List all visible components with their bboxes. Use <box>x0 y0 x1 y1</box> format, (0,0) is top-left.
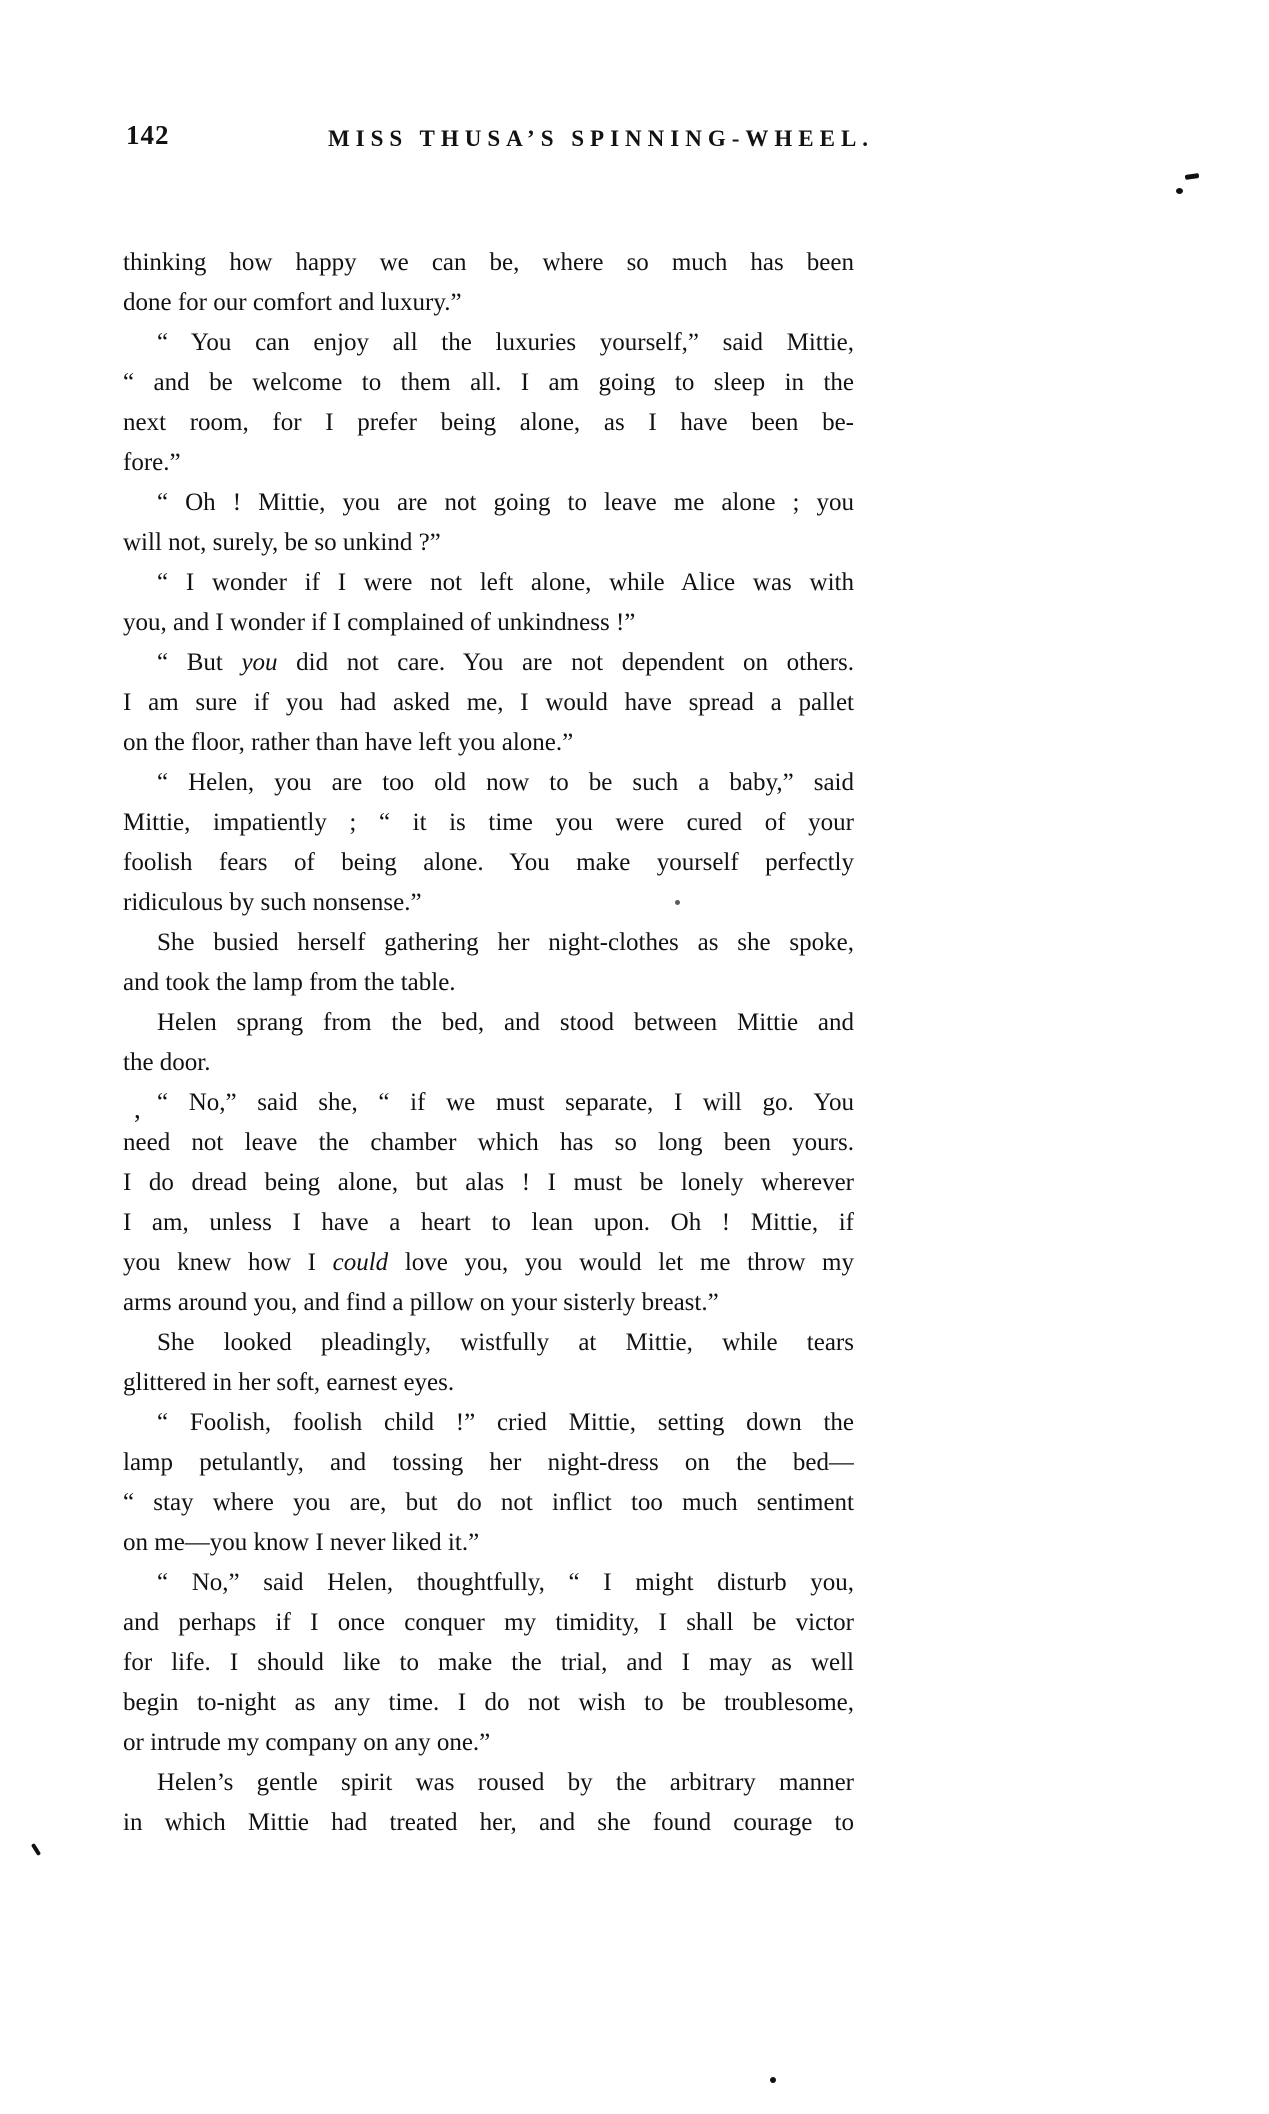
text-line <box>123 1483 854 1523</box>
text-segment: She busied herself gathering her night-clothes as she spoke, <box>157 929 854 956</box>
text-line <box>123 1003 854 1043</box>
running-header-title: MISS THUSA’S SPINNING-WHEEL. <box>327 126 875 151</box>
text-line <box>123 1323 854 1363</box>
text-line <box>123 1803 854 1843</box>
ink-dash-mark <box>1185 173 1200 180</box>
text-segment: “ No,” said she, “ if we must separate, I will go. You <box>157 1089 854 1116</box>
text-segment: done for our comfort and luxury.” <box>123 289 462 316</box>
text-line <box>123 923 854 963</box>
text-line <box>123 683 854 723</box>
text-line <box>123 1243 854 1283</box>
text-block <box>123 243 854 1843</box>
text-line <box>123 483 854 523</box>
text-line <box>123 283 854 323</box>
text-line <box>123 1363 854 1403</box>
text-line <box>123 1203 854 1243</box>
text-segment: fore.” <box>123 449 181 476</box>
text-segment: you knew how I <box>123 1249 333 1276</box>
text-segment: you, and I wonder if I complained of unkindness !” <box>123 609 636 636</box>
ink-dot-mark <box>1176 188 1183 194</box>
text-segment: on me—you know I never liked it.” <box>123 1529 480 1556</box>
text-line <box>123 403 854 443</box>
text-segment: glittered in her soft, earnest eyes. <box>123 1369 455 1396</box>
text-segment: foolish fears of being alone. You make yourself perfectly <box>123 849 854 876</box>
text-segment: I do dread being alone, but alas ! I must be lonely wherever <box>123 1169 854 1196</box>
text-line <box>123 363 854 403</box>
text-line <box>123 1403 854 1443</box>
text-line <box>123 1043 854 1083</box>
text-segment: “ Foolish, foolish child !” cried Mittie, setting down the <box>157 1409 854 1436</box>
page-number: 142 <box>126 120 170 150</box>
stray-dot-mark <box>770 2077 776 2083</box>
text-segment: in which Mittie had treated her, and she found courage to <box>123 1809 854 1836</box>
text-segment: I am, unless I have a heart to lean upon. Oh ! Mittie, if <box>123 1209 854 1236</box>
text-segment: ridiculous by such nonsense.” <box>123 889 422 916</box>
text-segment: I am sure if you had asked me, I would have spread a pallet <box>123 689 854 716</box>
text-line <box>123 1563 854 1603</box>
text-line <box>123 883 854 923</box>
text-segment: and took the lamp from the table. <box>123 969 456 996</box>
text-line <box>123 763 854 803</box>
text-segment: “ I wonder if I were not left alone, while Alice was with <box>157 569 854 596</box>
text-segment: Helen sprang from the bed, and stood between Mittie and <box>157 1009 854 1036</box>
text-line <box>123 643 854 683</box>
text-segment: next room, for I prefer being alone, as I have been be- <box>123 409 854 436</box>
text-segment: She looked pleadingly, wistfully at Mittie, while tears <box>157 1329 854 1356</box>
text-line <box>123 1163 854 1203</box>
faint-dot-mark <box>675 900 680 905</box>
text-line <box>123 1283 854 1323</box>
text-line <box>123 1123 854 1163</box>
text-line <box>123 1523 854 1563</box>
text-line <box>123 1683 854 1723</box>
text-line <box>123 603 854 643</box>
stray-comma-mark: , <box>134 1094 141 1124</box>
text-segment: for life. I should like to make the trial, and I may as well <box>123 1649 854 1676</box>
text-segment: “ and be welcome to them all. I am going to sleep in the <box>123 369 854 396</box>
text-line <box>123 1643 854 1683</box>
text-segment: “ You can enjoy all the luxuries yourself,” said Mittie, <box>157 329 854 356</box>
text-segment: thinking how happy we can be, where so much has been <box>123 249 854 276</box>
italic-text: could <box>332 1249 389 1276</box>
text-segment: “ stay where you are, but do not inflict too much sentiment <box>123 1489 854 1516</box>
text-segment: or intrude my company on any one.” <box>123 1729 491 1756</box>
text-segment: need not leave the chamber which has so long been yours. <box>123 1129 854 1156</box>
text-line <box>123 803 854 843</box>
text-segment: “ But <box>157 649 242 676</box>
text-line <box>123 1443 854 1483</box>
text-segment: love you, you would let me throw my <box>388 1249 854 1276</box>
text-segment: “ Helen, you are too old now to be such a baby,” said <box>157 769 854 796</box>
text-line <box>123 563 854 603</box>
text-segment: begin to-night as any time. I do not wish to be troublesome, <box>123 1689 854 1716</box>
text-segment: lamp petulantly, and tossing her night-dress on the bed— <box>123 1449 854 1476</box>
text-line <box>123 323 854 363</box>
text-segment: on the floor, rather than have left you alone.” <box>123 729 574 756</box>
text-segment: Helen’s gentle spirit was roused by the arbitrary manner <box>157 1769 854 1796</box>
text-line <box>123 443 854 483</box>
text-segment: did not care. You are not dependent on others. <box>277 649 854 676</box>
italic-text: you <box>241 649 278 676</box>
text-segment: “ No,” said Helen, thoughtfully, “ I might disturb you, <box>157 1569 854 1596</box>
text-line <box>123 243 854 283</box>
text-line <box>123 723 854 763</box>
text-line <box>123 1083 854 1123</box>
text-segment: will not, surely, be so unkind ?” <box>123 529 441 556</box>
stray-tick-mark <box>31 1843 41 1856</box>
text-segment: the door. <box>123 1049 211 1076</box>
text-line <box>123 1603 854 1643</box>
text-line <box>123 1763 854 1803</box>
text-line <box>123 963 854 1003</box>
text-segment: Mittie, impatiently ; “ it is time you were cured of your <box>123 809 854 836</box>
text-line <box>123 523 854 563</box>
text-segment: and perhaps if I once conquer my timidity, I shall be victor <box>123 1609 854 1636</box>
text-line <box>123 843 854 883</box>
text-segment: arms around you, and find a pillow on your sisterly breast.” <box>123 1289 719 1316</box>
text-segment: “ Oh ! Mittie, you are not going to leave me alone ; you <box>157 489 854 516</box>
text-line <box>123 1723 854 1763</box>
